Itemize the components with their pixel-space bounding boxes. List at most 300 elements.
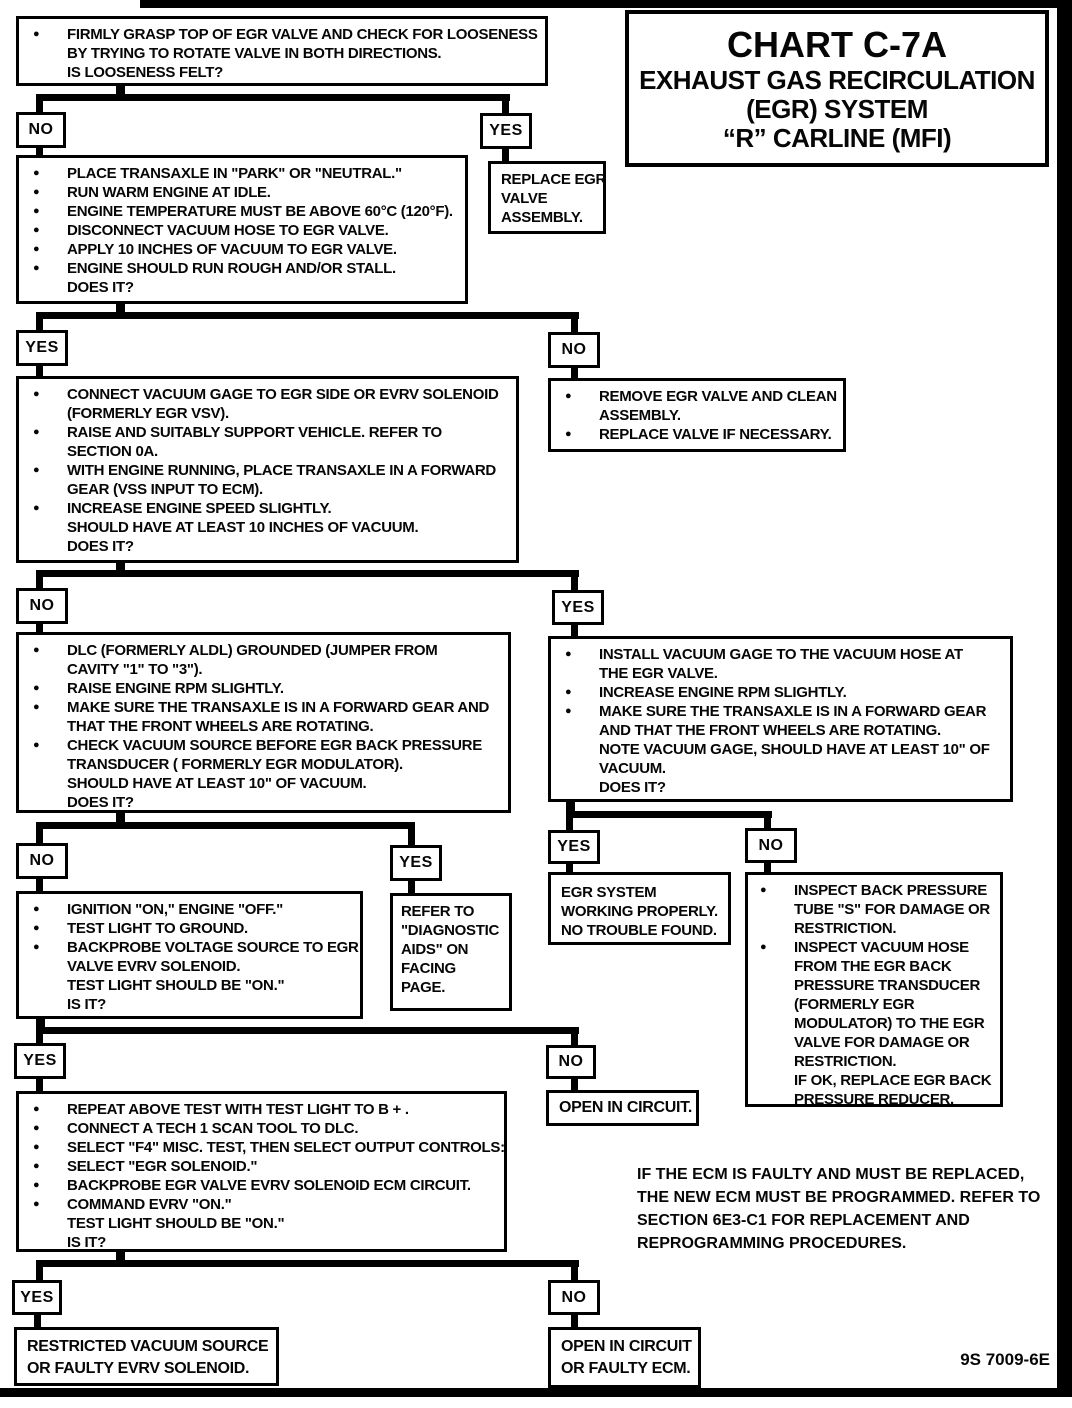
line-text: TEST LIGHT TO GROUND. bbox=[67, 920, 248, 937]
line-text: FROM THE EGR BACK bbox=[794, 958, 952, 975]
text-line bbox=[561, 778, 1004, 797]
text-line bbox=[637, 1163, 1049, 1186]
connector-line bbox=[408, 879, 415, 895]
bullet-line bbox=[29, 679, 502, 698]
line-text: PLACE TRANSAXLE IN "PARK" OR "NEUTRAL." bbox=[67, 165, 402, 182]
line-text: IS IT? bbox=[67, 1234, 107, 1251]
bullet-icon bbox=[29, 461, 67, 480]
bullet-icon bbox=[29, 1176, 67, 1195]
line-text: MAKE SURE THE TRANSAXLE IS IN A FORWARD GEAR AND bbox=[67, 699, 490, 716]
connector-line bbox=[36, 100, 43, 114]
bullet-line bbox=[756, 881, 994, 900]
text-line bbox=[637, 1186, 1049, 1209]
line-text: RUN WARM ENGINE AT IDLE. bbox=[67, 184, 271, 201]
line-text: TRANSDUCER ( FORMERLY EGR MODULATOR). bbox=[67, 756, 403, 773]
bullet-spacer bbox=[29, 518, 67, 537]
line-text: NOTE VACUUM GAGE, SHOULD HAVE AT LEAST 10" OF bbox=[599, 741, 990, 758]
line-text: THE NEW ECM MUST BE PROGRAMMED. REFER TO bbox=[637, 1189, 1041, 1206]
line-text: SELECT "EGR SOLENOID." bbox=[67, 1158, 258, 1175]
step-ignition-test-light-box bbox=[16, 891, 363, 1019]
step-dlc-grounded-box bbox=[16, 632, 511, 813]
bullet-line bbox=[29, 1157, 498, 1176]
connector-line bbox=[36, 318, 43, 332]
bullet-spacer bbox=[29, 1233, 67, 1252]
line-text: BY TRYING TO ROTATE VALVE IN BOTH DIRECTIONS. bbox=[67, 45, 442, 62]
text-line bbox=[29, 793, 502, 812]
line-text: THE EGR VALVE. bbox=[599, 665, 718, 682]
bullet-line bbox=[561, 387, 837, 406]
connector-line bbox=[36, 1266, 43, 1282]
line-text: OR FAULTY EVRV SOLENOID. bbox=[27, 1360, 250, 1377]
bullet-icon bbox=[29, 919, 67, 938]
action-remove-clean-valve-box bbox=[548, 378, 846, 452]
decision2-no-label: NO bbox=[548, 332, 600, 368]
text-line bbox=[29, 995, 354, 1014]
bullet-icon bbox=[29, 900, 67, 919]
bullet-line bbox=[29, 1176, 498, 1195]
connector-line bbox=[36, 1260, 579, 1267]
bullet-line bbox=[29, 259, 459, 278]
bullet-line bbox=[756, 938, 994, 957]
connector-line bbox=[36, 570, 579, 577]
bullet-icon bbox=[561, 683, 599, 702]
decision6-yes-label: YES bbox=[14, 1043, 66, 1079]
bullet-line bbox=[29, 1195, 498, 1214]
connector-line bbox=[571, 576, 578, 592]
text-line bbox=[29, 957, 354, 976]
bullet-icon bbox=[29, 1138, 67, 1157]
bullet-spacer bbox=[561, 721, 599, 740]
bullet-line bbox=[29, 1100, 498, 1119]
bullet-spacer bbox=[29, 63, 67, 82]
bullet-icon bbox=[29, 1195, 67, 1214]
page-border-bottom bbox=[0, 1388, 1072, 1397]
bullet-icon bbox=[29, 1119, 67, 1138]
bullet-line bbox=[29, 385, 510, 404]
line-text: RESTRICTION. bbox=[794, 920, 897, 937]
line-text: IS LOOSENESS FELT? bbox=[67, 64, 224, 81]
bullet-line bbox=[561, 645, 1004, 664]
text-line bbox=[756, 1033, 994, 1052]
line-text: SECTION 6E3-C1 FOR REPLACEMENT AND bbox=[637, 1212, 970, 1229]
decision1-yes-label: YES bbox=[480, 113, 532, 149]
text-line bbox=[561, 759, 1004, 778]
connector-line bbox=[566, 811, 772, 818]
connector-line bbox=[408, 828, 415, 847]
bullet-line bbox=[29, 900, 354, 919]
bullet-line bbox=[29, 698, 502, 717]
text-line bbox=[29, 480, 510, 499]
line-text: VALVE EVRV SOLENOID. bbox=[67, 958, 241, 975]
text-line bbox=[756, 1090, 994, 1109]
text-line bbox=[756, 976, 994, 995]
bullet-line bbox=[29, 221, 459, 240]
decision4-no-label: NO bbox=[16, 843, 68, 879]
line-text: INSPECT BACK PRESSURE bbox=[794, 882, 987, 899]
bullet-spacer bbox=[756, 995, 794, 1014]
line-text: SECTION 0A. bbox=[67, 443, 158, 460]
chart-id: CHART C-7A bbox=[727, 24, 947, 65]
bullet-icon bbox=[29, 736, 67, 755]
line-text: GEAR (VSS INPUT TO ECM). bbox=[67, 481, 263, 498]
line-text: COMMAND EVRV "ON." bbox=[67, 1196, 232, 1213]
bullet-spacer bbox=[756, 919, 794, 938]
line-text: SHOULD HAVE AT LEAST 10" OF VACUUM. bbox=[67, 775, 367, 792]
text-line bbox=[501, 189, 597, 208]
line-text: IGNITION "ON," ENGINE "OFF." bbox=[67, 901, 283, 918]
connector-line bbox=[571, 1032, 578, 1047]
line-text: PRESSURE REDUCER. bbox=[794, 1091, 954, 1108]
line-text: AND THAT THE FRONT WHEELS ARE ROTATING. bbox=[599, 722, 941, 739]
bullet-icon bbox=[29, 202, 67, 221]
decision3-yes-label: YES bbox=[552, 590, 604, 625]
chart-title-line1: EXHAUST GAS RECIRCULATION bbox=[639, 65, 1035, 95]
connector-line bbox=[36, 1027, 579, 1034]
text-line bbox=[561, 902, 722, 921]
line-text: INSPECT VACUUM HOSE bbox=[794, 939, 969, 956]
text-line bbox=[501, 208, 597, 227]
line-text: OPEN IN CIRCUIT bbox=[561, 1338, 692, 1355]
text-line bbox=[29, 660, 502, 679]
bullet-line bbox=[29, 25, 539, 44]
connector-line bbox=[571, 318, 578, 334]
bullet-spacer bbox=[756, 976, 794, 995]
bullet-spacer bbox=[29, 660, 67, 679]
line-text: EGR SYSTEM bbox=[561, 884, 657, 901]
decision4-yes-label: YES bbox=[390, 845, 442, 881]
text-line bbox=[29, 404, 510, 423]
decision3-no-label: NO bbox=[16, 588, 68, 624]
line-text: TEST LIGHT SHOULD BE "ON." bbox=[67, 1215, 285, 1232]
line-text: RESTRICTED VACUUM SOURCE bbox=[27, 1338, 269, 1355]
connector-line bbox=[34, 1313, 41, 1329]
line-text: (FORMERLY EGR bbox=[794, 996, 915, 1013]
decision1-no-label: NO bbox=[16, 112, 66, 148]
bullet-spacer bbox=[29, 1214, 67, 1233]
line-text: ASSEMBLY. bbox=[599, 407, 681, 424]
line-text: IF OK, REPLACE EGR BACK bbox=[794, 1072, 992, 1089]
bullet-icon bbox=[29, 240, 67, 259]
bullet-line bbox=[29, 919, 354, 938]
connector-line bbox=[764, 817, 771, 830]
bullet-icon bbox=[561, 702, 599, 721]
bullet-icon bbox=[29, 679, 67, 698]
line-text: BACKPROBE EGR VALVE EVRV SOLENOID ECM CIRCUIT. bbox=[67, 1177, 471, 1194]
bullet-spacer bbox=[756, 1014, 794, 1033]
bullet-icon bbox=[756, 881, 794, 900]
line-text: PAGE. bbox=[401, 979, 446, 996]
connector-line bbox=[571, 623, 578, 638]
text-line bbox=[29, 976, 354, 995]
line-text: FACING bbox=[401, 960, 456, 977]
bullet-spacer bbox=[561, 664, 599, 683]
text-line bbox=[561, 1336, 692, 1358]
line-text: VALVE FOR DAMAGE OR bbox=[794, 1034, 970, 1051]
text-line bbox=[29, 63, 539, 82]
line-text: SHOULD HAVE AT LEAST 10 INCHES OF VACUUM. bbox=[67, 519, 419, 536]
connector-line bbox=[764, 861, 771, 874]
bullet-spacer bbox=[29, 717, 67, 736]
line-text: DLC (FORMERLY ALDL) GROUNDED (JUMPER FROM bbox=[67, 642, 438, 659]
connector-line bbox=[36, 94, 510, 101]
text-line bbox=[756, 1014, 994, 1033]
line-text: AIDS" ON bbox=[401, 941, 469, 958]
bullet-icon bbox=[756, 938, 794, 957]
text-line bbox=[401, 959, 503, 978]
line-text: VACUUM. bbox=[599, 760, 666, 777]
line-text: CHECK VACUUM SOURCE BEFORE EGR BACK PRESSURE bbox=[67, 737, 482, 754]
action-refer-diagnostic-aids-box bbox=[390, 893, 512, 1011]
text-line bbox=[561, 921, 722, 940]
text-line bbox=[561, 721, 1004, 740]
bullet-icon bbox=[29, 1157, 67, 1176]
line-text: RESTRICTION. bbox=[794, 1053, 897, 1070]
text-line bbox=[29, 518, 510, 537]
text-line bbox=[29, 537, 510, 556]
text-line bbox=[27, 1358, 270, 1380]
line-text: PRESSURE TRANSDUCER bbox=[794, 977, 980, 994]
line-text: ENGINE SHOULD RUN ROUGH AND/OR STALL. bbox=[67, 260, 396, 277]
text-line bbox=[501, 170, 607, 189]
text-line bbox=[756, 995, 994, 1014]
text-line bbox=[561, 1358, 692, 1380]
line-text: CAVITY "1" TO "3"). bbox=[67, 661, 203, 678]
page-border-top bbox=[140, 0, 1072, 8]
bullet-icon bbox=[561, 425, 599, 444]
result-restricted-vacuum-box bbox=[14, 1327, 279, 1386]
bullet-spacer bbox=[561, 778, 599, 797]
bullet-spacer bbox=[29, 404, 67, 423]
connector-line bbox=[36, 622, 43, 634]
action-replace-egr-valve-box bbox=[488, 161, 606, 234]
text-line bbox=[559, 1097, 692, 1119]
line-text: REPLACE EGR bbox=[501, 171, 607, 188]
step-install-vacuum-gage-box bbox=[548, 636, 1013, 802]
text-line bbox=[29, 1214, 498, 1233]
result-open-in-circuit-box bbox=[546, 1090, 699, 1126]
bullet-spacer bbox=[29, 957, 67, 976]
line-text: (FORMERLY EGR VSV). bbox=[67, 405, 229, 422]
bullet-icon bbox=[29, 499, 67, 518]
line-text: RAISE ENGINE RPM SLIGHTLY. bbox=[67, 680, 284, 697]
bullet-spacer bbox=[29, 774, 67, 793]
line-text: SELECT "F4" MISC. TEST, THEN SELECT OUTPUT CONTROLS: bbox=[67, 1139, 505, 1156]
connector-line bbox=[36, 828, 43, 845]
bullet-line bbox=[29, 736, 502, 755]
text-line bbox=[29, 44, 539, 63]
line-text: WITH ENGINE RUNNING, PLACE TRANSAXLE IN A FORWARD bbox=[67, 462, 496, 479]
connector-line bbox=[36, 576, 43, 590]
bullet-spacer bbox=[29, 755, 67, 774]
bullet-icon bbox=[29, 1100, 67, 1119]
bullet-line bbox=[29, 641, 502, 660]
line-text: TEST LIGHT SHOULD BE "ON." bbox=[67, 977, 285, 994]
connector-line bbox=[36, 877, 43, 893]
line-text: DOES IT? bbox=[67, 538, 134, 555]
bullet-spacer bbox=[29, 793, 67, 812]
bullet-spacer bbox=[29, 480, 67, 499]
bullet-line bbox=[29, 183, 459, 202]
bullet-spacer bbox=[756, 1071, 794, 1090]
text-line bbox=[29, 774, 502, 793]
connector-line bbox=[571, 366, 578, 380]
text-line bbox=[756, 957, 994, 976]
step-connect-vacuum-gage-box bbox=[16, 376, 519, 563]
bullet-spacer bbox=[756, 1090, 794, 1109]
line-text: ASSEMBLY. bbox=[501, 209, 583, 226]
line-text: DOES IT? bbox=[67, 279, 134, 296]
connector-line bbox=[36, 146, 43, 157]
text-line bbox=[561, 740, 1004, 759]
bullet-icon bbox=[29, 164, 67, 183]
bullet-spacer bbox=[756, 900, 794, 919]
bullet-line bbox=[29, 938, 359, 957]
bullet-icon bbox=[29, 385, 67, 404]
decision5-no-label: NO bbox=[745, 828, 797, 863]
bullet-line bbox=[29, 202, 459, 221]
connector-line bbox=[36, 312, 579, 319]
bullet-line bbox=[561, 683, 1004, 702]
bullet-line bbox=[561, 702, 1004, 721]
connector-line bbox=[36, 822, 415, 829]
text-line bbox=[637, 1232, 1049, 1255]
connector-line bbox=[36, 364, 43, 378]
result-egr-ok-box bbox=[548, 872, 731, 945]
bullet-spacer bbox=[561, 759, 599, 778]
connector-line bbox=[566, 817, 573, 832]
text-line bbox=[756, 900, 994, 919]
bullet-icon bbox=[29, 698, 67, 717]
line-text: DOES IT? bbox=[599, 779, 666, 796]
text-line bbox=[29, 442, 510, 461]
line-text: MODULATOR) TO THE EGR bbox=[794, 1015, 985, 1032]
text-line bbox=[401, 902, 503, 921]
step-repeat-test-scan-tool-box bbox=[16, 1091, 507, 1252]
line-text: OR FAULTY ECM. bbox=[561, 1360, 691, 1377]
chart-title-box bbox=[625, 10, 1049, 167]
decision7-no-label: NO bbox=[548, 1280, 600, 1315]
chart-title-line2: (EGR) SYSTEM bbox=[746, 94, 928, 124]
bullet-spacer bbox=[561, 740, 599, 759]
line-text: WORKING PROPERLY. bbox=[561, 903, 718, 920]
connector-line bbox=[502, 100, 509, 115]
text-line bbox=[29, 755, 502, 774]
line-text: IS IT? bbox=[67, 996, 107, 1013]
bullet-spacer bbox=[29, 44, 67, 63]
bullet-line bbox=[29, 240, 459, 259]
text-line bbox=[561, 664, 1004, 683]
text-line bbox=[637, 1209, 1049, 1232]
line-text: THAT THE FRONT WHEELS ARE ROTATING. bbox=[67, 718, 374, 735]
bullet-spacer bbox=[29, 537, 67, 556]
text-line bbox=[756, 1052, 994, 1071]
line-text: REMOVE EGR VALVE AND CLEAN bbox=[599, 388, 837, 405]
line-text: ENGINE TEMPERATURE MUST BE ABOVE 60°C (120°F). bbox=[67, 203, 453, 220]
bullet-spacer bbox=[756, 957, 794, 976]
line-text: DISCONNECT VACUUM HOSE TO EGR VALVE. bbox=[67, 222, 389, 239]
bullet-icon bbox=[29, 183, 67, 202]
page-border-right bbox=[1057, 0, 1072, 1397]
line-text: CONNECT VACUUM GAGE TO EGR SIDE OR EVRV SOLENOID bbox=[67, 386, 499, 403]
connector-line bbox=[566, 862, 573, 874]
line-text: REPEAT ABOVE TEST WITH TEST LIGHT TO B + . bbox=[67, 1101, 409, 1118]
text-line bbox=[401, 978, 503, 997]
line-text: NO TROUBLE FOUND. bbox=[561, 922, 717, 939]
bullet-icon bbox=[29, 25, 67, 44]
text-line bbox=[561, 406, 837, 425]
line-text: VALVE bbox=[501, 190, 548, 207]
line-text: REFER TO bbox=[401, 903, 475, 920]
line-text: INCREASE ENGINE RPM SLIGHTLY. bbox=[599, 684, 847, 701]
connector-line bbox=[502, 147, 509, 163]
connector-line bbox=[36, 1077, 43, 1093]
ecm-replacement-note bbox=[637, 1163, 1049, 1255]
text-line bbox=[29, 717, 502, 736]
bullet-line bbox=[29, 1119, 498, 1138]
bullet-spacer bbox=[29, 442, 67, 461]
decision5-yes-label: YES bbox=[548, 830, 600, 864]
connector-line bbox=[571, 1266, 578, 1282]
connector-line bbox=[571, 1313, 578, 1329]
chart-title-line3: “R” CARLINE (MFI) bbox=[722, 123, 952, 153]
line-text: "DIAGNOSTIC bbox=[401, 922, 499, 939]
line-text: FIRMLY GRASP TOP OF EGR VALVE AND CHECK FOR LOOSENESS bbox=[67, 26, 538, 43]
text-line bbox=[401, 940, 503, 959]
text-line bbox=[29, 1233, 498, 1252]
line-text: OPEN IN CIRCUIT. bbox=[559, 1099, 692, 1116]
bullet-spacer bbox=[29, 995, 67, 1014]
text-line bbox=[29, 278, 459, 297]
bullet-line bbox=[29, 499, 510, 518]
line-text: IF THE ECM IS FAULTY AND MUST BE REPLACED, bbox=[637, 1166, 1025, 1183]
bullet-icon bbox=[29, 259, 67, 278]
step-grasp-valve-box bbox=[16, 16, 548, 86]
bullet-line bbox=[561, 425, 837, 444]
text-line bbox=[401, 921, 503, 940]
line-text: REPROGRAMMING PROCEDURES. bbox=[637, 1235, 907, 1252]
line-text: DOES IT? bbox=[67, 794, 134, 811]
decision2-yes-label: YES bbox=[16, 330, 68, 366]
text-line bbox=[756, 919, 994, 938]
bullet-icon bbox=[561, 387, 599, 406]
connector-line bbox=[36, 1032, 43, 1045]
bullet-icon bbox=[561, 645, 599, 664]
line-text: MAKE SURE THE TRANSAXLE IS IN A FORWARD GEAR bbox=[599, 703, 987, 720]
bullet-icon bbox=[29, 221, 67, 240]
decision6-no-label: NO bbox=[546, 1045, 596, 1079]
document-number: 9S 7009-6E bbox=[960, 1350, 1050, 1369]
bullet-spacer bbox=[29, 976, 67, 995]
line-text: TUBE "S" FOR DAMAGE OR bbox=[794, 901, 990, 918]
text-line bbox=[27, 1336, 270, 1358]
line-text: APPLY 10 INCHES OF VACUUM TO EGR VALVE. bbox=[67, 241, 397, 258]
result-open-circuit-faulty-ecm-box bbox=[548, 1327, 701, 1388]
bullet-icon bbox=[29, 641, 67, 660]
bullet-spacer bbox=[756, 1052, 794, 1071]
connector-line bbox=[571, 1077, 578, 1092]
bullet-line bbox=[29, 164, 459, 183]
bullet-spacer bbox=[29, 278, 67, 297]
bullet-icon bbox=[29, 938, 67, 957]
bullet-line bbox=[29, 461, 510, 480]
line-text: BACKPROBE VOLTAGE SOURCE TO EGR bbox=[67, 939, 359, 956]
line-text: INSTALL VACUUM GAGE TO THE VACUUM HOSE AT bbox=[599, 646, 963, 663]
bullet-line bbox=[29, 1138, 505, 1157]
action-inspect-back-pressure-box bbox=[745, 872, 1003, 1107]
line-text: INCREASE ENGINE SPEED SLIGHTLY. bbox=[67, 500, 332, 517]
bullet-spacer bbox=[561, 406, 599, 425]
line-text: CONNECT A TECH 1 SCAN TOOL TO DLC. bbox=[67, 1120, 359, 1137]
